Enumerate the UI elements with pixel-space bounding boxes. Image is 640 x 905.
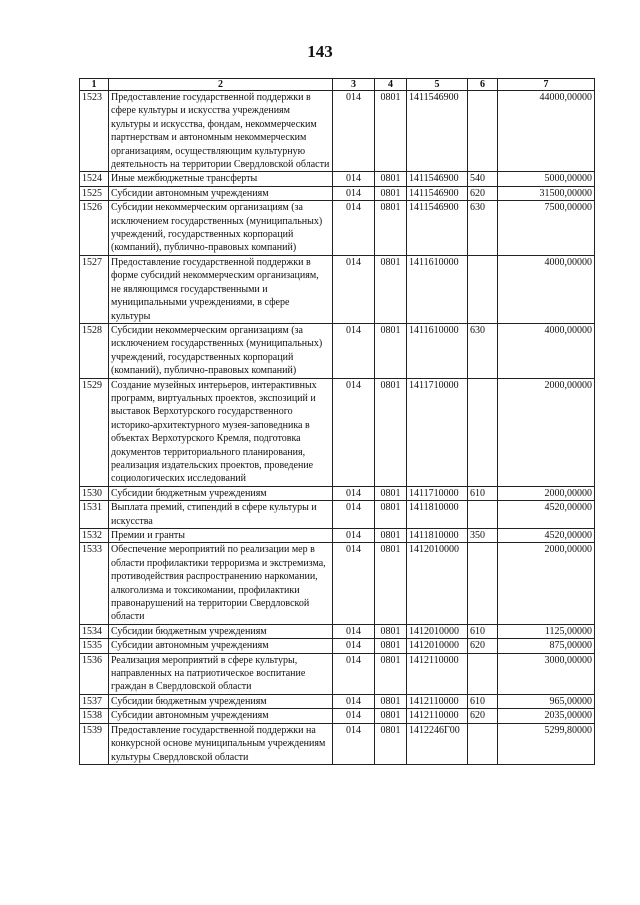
row-section-code: 0801 (375, 501, 407, 529)
row-number: 1531 (80, 501, 109, 529)
row-target-code: 1411610000 (407, 255, 468, 323)
table-row (80, 624, 595, 638)
row-number: 1524 (80, 172, 109, 186)
table-row (80, 639, 595, 653)
row-type-code: 350 (468, 529, 498, 543)
column-header: 5 (407, 79, 468, 91)
row-admin-code: 014 (333, 378, 375, 486)
row-admin-code: 014 (333, 624, 375, 638)
row-name: Реализация мероприятий в сфере культуры, направленных на патриотическое воспитание граждан в Свердловской области (109, 653, 333, 694)
row-admin-code: 014 (333, 723, 375, 764)
row-admin-code: 014 (333, 255, 375, 323)
row-amount: 1125,00000 (498, 624, 595, 638)
row-number: 1527 (80, 255, 109, 323)
row-number: 1525 (80, 186, 109, 200)
row-name: Субсидии бюджетным учреждениям (109, 624, 333, 638)
row-target-code: 1412110000 (407, 709, 468, 723)
row-amount: 7500,00000 (498, 201, 595, 256)
row-amount: 2000,00000 (498, 543, 595, 624)
row-admin-code: 014 (333, 529, 375, 543)
column-header: 2 (109, 79, 333, 91)
row-type-code: 610 (468, 624, 498, 638)
row-name: Обеспечение мероприятий по реализации мер в области профилактики терроризма и экстремизма, противодействия распространению наркомании, алкоголизма и токсикомании, профилактики правонарушений на территории Свердловской области (109, 543, 333, 624)
row-amount: 31500,00000 (498, 186, 595, 200)
row-type-code (468, 255, 498, 323)
row-type-code (468, 91, 498, 172)
row-number: 1539 (80, 723, 109, 764)
row-amount: 44000,00000 (498, 91, 595, 172)
row-amount: 5299,80000 (498, 723, 595, 764)
row-section-code: 0801 (375, 709, 407, 723)
row-amount: 4520,00000 (498, 529, 595, 543)
row-amount: 5000,00000 (498, 172, 595, 186)
row-amount: 4000,00000 (498, 255, 595, 323)
row-name: Премии и гранты (109, 529, 333, 543)
row-number: 1530 (80, 486, 109, 500)
row-amount: 2000,00000 (498, 486, 595, 500)
row-name: Предоставление государственной поддержки на конкурсной основе муниципальным учреждениям культуры Свердловской области (109, 723, 333, 764)
table-row (80, 529, 595, 543)
row-name: Выплата премий, стипендий в сфере культуры и искусства (109, 501, 333, 529)
table-row (80, 186, 595, 200)
row-section-code: 0801 (375, 201, 407, 256)
row-target-code: 1412110000 (407, 694, 468, 708)
row-name: Предоставление государственной поддержки в сфере культуры и искусства учреждениям культуры и искусства, фондам, некоммерческим партнерствам и автономным некоммерческим организациям, осуществляющим культурную деятельность на территории Свердловской области (109, 91, 333, 172)
row-amount: 875,00000 (498, 639, 595, 653)
row-target-code: 1412010000 (407, 624, 468, 638)
table-header-row (80, 79, 595, 91)
table-row (80, 694, 595, 708)
row-section-code: 0801 (375, 624, 407, 638)
row-section-code: 0801 (375, 639, 407, 653)
table-row (80, 323, 595, 378)
row-number: 1533 (80, 543, 109, 624)
row-admin-code: 014 (333, 186, 375, 200)
column-header: 6 (468, 79, 498, 91)
row-number: 1532 (80, 529, 109, 543)
row-section-code: 0801 (375, 378, 407, 486)
row-target-code: 1412246Г00 (407, 723, 468, 764)
row-section-code: 0801 (375, 172, 407, 186)
row-number: 1538 (80, 709, 109, 723)
row-type-code (468, 378, 498, 486)
row-target-code: 1411710000 (407, 378, 468, 486)
row-type-code: 620 (468, 639, 498, 653)
table-row (80, 255, 595, 323)
table-row (80, 501, 595, 529)
row-admin-code: 014 (333, 172, 375, 186)
row-amount: 3000,00000 (498, 653, 595, 694)
row-target-code: 1411710000 (407, 486, 468, 500)
row-amount: 4000,00000 (498, 323, 595, 378)
row-section-code: 0801 (375, 323, 407, 378)
row-amount: 965,00000 (498, 694, 595, 708)
row-type-code: 610 (468, 486, 498, 500)
row-target-code: 1411546900 (407, 186, 468, 200)
table-row (80, 172, 595, 186)
row-section-code: 0801 (375, 91, 407, 172)
row-name: Субсидии автономным учреждениям (109, 186, 333, 200)
row-name: Субсидии автономным учреждениям (109, 639, 333, 653)
row-target-code: 1411546900 (407, 172, 468, 186)
page-number: 143 (307, 42, 333, 61)
row-number: 1537 (80, 694, 109, 708)
row-admin-code: 014 (333, 91, 375, 172)
row-name: Субсидии некоммерческим организациям (за исключением государственных (муниципальных) учреждений, государственных корпораций (компаний), публично-правовых компаний) (109, 323, 333, 378)
row-type-code: 620 (468, 709, 498, 723)
row-type-code (468, 653, 498, 694)
row-target-code: 1411546900 (407, 91, 468, 172)
row-section-code: 0801 (375, 486, 407, 500)
row-type-code: 540 (468, 172, 498, 186)
row-section-code: 0801 (375, 694, 407, 708)
table-row (80, 486, 595, 500)
row-name: Субсидии бюджетным учреждениям (109, 694, 333, 708)
table-row (80, 653, 595, 694)
table-row (80, 91, 595, 172)
row-name: Субсидии бюджетным учреждениям (109, 486, 333, 500)
row-admin-code: 014 (333, 709, 375, 723)
row-type-code (468, 723, 498, 764)
row-type-code: 620 (468, 186, 498, 200)
row-target-code: 1412110000 (407, 653, 468, 694)
table-row (80, 378, 595, 486)
row-type-code: 630 (468, 201, 498, 256)
row-number: 1528 (80, 323, 109, 378)
row-target-code: 1411810000 (407, 529, 468, 543)
row-target-code: 1411546900 (407, 201, 468, 256)
row-name: Субсидии автономным учреждениям (109, 709, 333, 723)
table-row (80, 709, 595, 723)
row-target-code: 1411610000 (407, 323, 468, 378)
column-header: 4 (375, 79, 407, 91)
row-number: 1535 (80, 639, 109, 653)
row-admin-code: 014 (333, 201, 375, 256)
row-section-code: 0801 (375, 723, 407, 764)
row-section-code: 0801 (375, 255, 407, 323)
row-admin-code: 014 (333, 486, 375, 500)
row-admin-code: 014 (333, 639, 375, 653)
row-number: 1526 (80, 201, 109, 256)
row-target-code: 1412010000 (407, 543, 468, 624)
row-number: 1536 (80, 653, 109, 694)
row-section-code: 0801 (375, 653, 407, 694)
row-admin-code: 014 (333, 501, 375, 529)
row-section-code: 0801 (375, 529, 407, 543)
row-type-code (468, 501, 498, 529)
row-type-code: 630 (468, 323, 498, 378)
row-section-code: 0801 (375, 543, 407, 624)
row-number: 1534 (80, 624, 109, 638)
row-admin-code: 014 (333, 543, 375, 624)
row-amount: 2000,00000 (498, 378, 595, 486)
column-header: 3 (333, 79, 375, 91)
row-type-code (468, 543, 498, 624)
row-name: Предоставление государственной поддержки в форме субсидий некоммерческим организациям, не являющимся государственными и муниципальными учреждениями, в сфере культуры (109, 255, 333, 323)
row-admin-code: 014 (333, 653, 375, 694)
row-name: Создание музейных интерьеров, интерактивных программ, виртуальных проектов, экспозиций и выставок Верхотурского государственного историко-архитектурного музея-заповедника в объектах Верхотурского Кремля, подготовка документов территориального планирования, реализация издательских проектов, проведение социологических исследований (109, 378, 333, 486)
row-section-code: 0801 (375, 186, 407, 200)
row-number: 1523 (80, 91, 109, 172)
table-row (80, 543, 595, 624)
row-target-code: 1412010000 (407, 639, 468, 653)
row-number: 1529 (80, 378, 109, 486)
row-name: Субсидии некоммерческим организациям (за исключением государственных (муниципальных) учреждений, государственных корпораций (компаний), публично-правовых компаний) (109, 201, 333, 256)
budget-table (79, 78, 595, 765)
row-admin-code: 014 (333, 694, 375, 708)
row-target-code: 1411810000 (407, 501, 468, 529)
row-admin-code: 014 (333, 323, 375, 378)
column-header: 1 (80, 79, 109, 91)
row-type-code: 610 (468, 694, 498, 708)
table-row (80, 201, 595, 256)
row-name: Иные межбюджетные трансферты (109, 172, 333, 186)
row-amount: 2035,00000 (498, 709, 595, 723)
column-header: 7 (498, 79, 595, 91)
table-row (80, 723, 595, 764)
row-amount: 4520,00000 (498, 501, 595, 529)
